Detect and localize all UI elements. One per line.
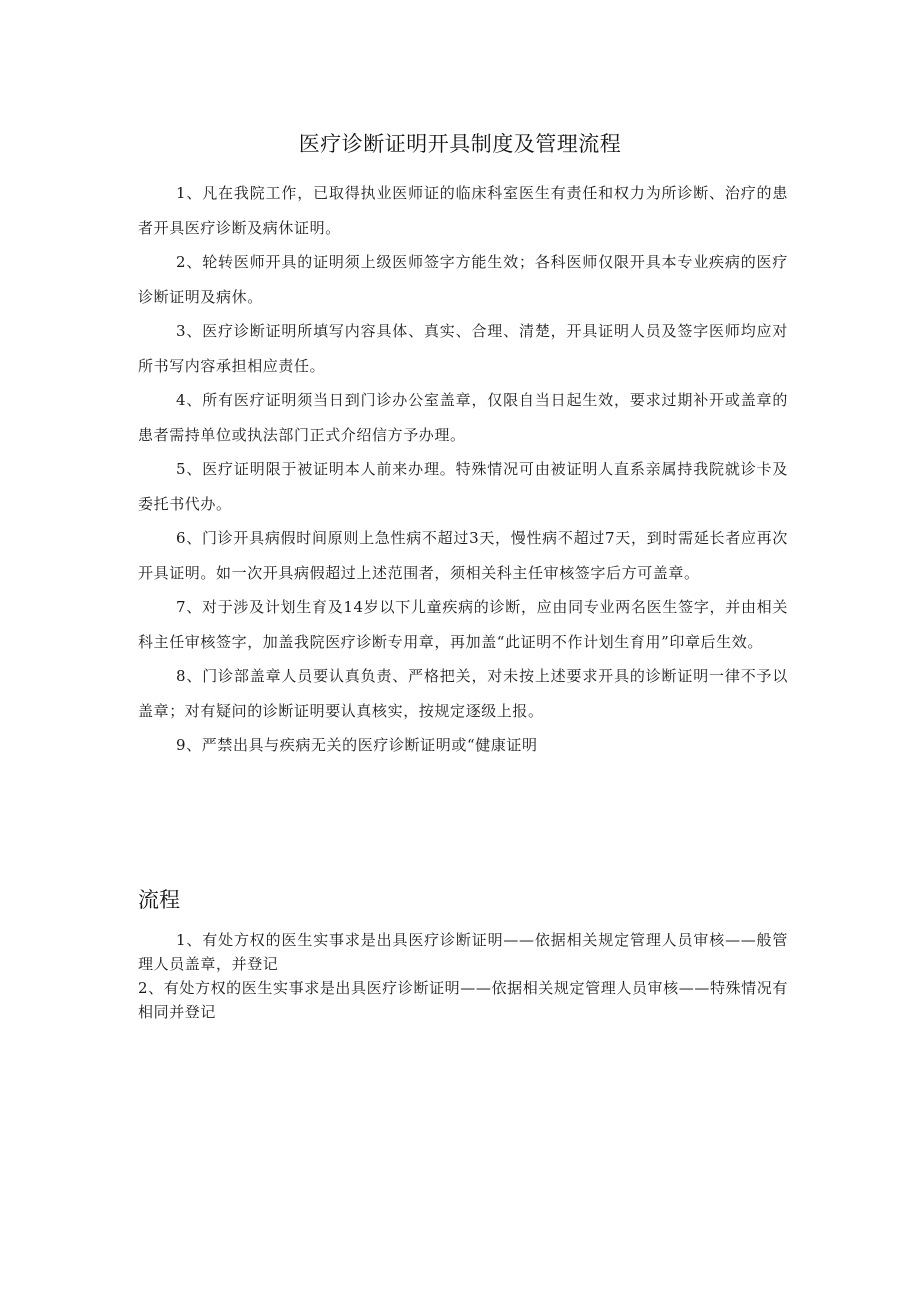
rule-paragraph: 2、轮转医师开具的证明须上级医师签字方能生效；各科医师仅限开具本专业疾病的医疗诊断证明及病休。 [138, 253, 788, 306]
rule-paragraph: 8、门诊部盖章人员要认真负责、严格把关，对未按上述要求开具的诊断证明一律不予以盖章；对有疑问的诊断证明要认真核实，按规定逐级上报。 [138, 667, 788, 720]
rule-paragraph: 7、对于涉及计划生育及14岁以下儿童疾病的诊断，应由同专业两名医生签字，并由相关科主任审核签字，加盖我院医疗诊断专用章，再加盖“此证明不作计划生育用”印章后生效。 [138, 598, 788, 651]
rule-paragraph: 1、凡在我院工作，已取得执业医师证的临床科室医生有责任和权力为所诊断、治疗的患者开具医疗诊断及病休证明。 [138, 184, 788, 237]
rule-paragraph: 9、严禁出具与疾病无关的医疗诊断证明或“健康证明 [176, 736, 538, 754]
rules-section [138, 176, 788, 763]
rule-paragraph: 4、所有医疗证明须当日到门诊办公室盖章，仅限自当日起生效，要求过期补开或盖章的患者需持单位或执法部门正式介绍信方予办理。 [138, 391, 788, 444]
rule-paragraph: 5、医疗证明限于被证明本人前来办理。特殊情况可由被证明人直系亲属持我院就诊卡及委托书代办。 [138, 460, 788, 513]
rule-paragraph: 6、门诊开具病假时间原则上急性病不超过3天，慢性病不超过7天，到时需延长者应再次开具证明。如一次开具病假超过上述范围者，须相关科主任审核签字后方可盖章。 [138, 529, 788, 582]
document-title: 医疗诊断证明开具制度及管理流程 [298, 132, 622, 156]
flow-section [138, 928, 788, 1024]
flow-heading: 流程 [138, 888, 180, 912]
flow-item: 1、有处方权的医生实事求是出具医疗诊断证明——依据相关规定管理人员审核——般管理人员盖章，并登记 [138, 931, 788, 973]
rule-paragraph: 3、医疗诊断证明所填写内容具体、真实、合理、清楚，开具证明人员及签字医师均应对所书写内容承担相应责任。 [138, 322, 788, 375]
flow-item: 2、有处方权的医生实事求是出具医疗诊断证明——依据相关规定管理人员审核——特殊情况有相同并登记 [138, 979, 788, 1021]
